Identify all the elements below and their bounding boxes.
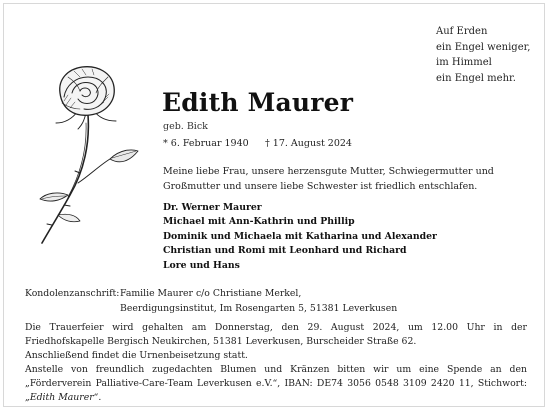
donation-keyword: „Edith Maurer“. <box>25 392 102 403</box>
ceremony-info <box>25 321 527 405</box>
donation-body: Anstelle von freundlich zugedachten Blumen und Kränzen bitten wir um eine Spende an den „Förderverein Palliative-Care-Team Leverkusen e.V.“, IBAN: DE74 3056 0548 3109 2420 11, Stichwort: <box>25 364 527 389</box>
funeral-text: Die Trauerfeier wird gehalten am Donnerstag, den 29. August 2024, um 12.00 Uhr in der Friedhofskapelle Bergisch Neukirchen, 51381 Leverkusen, Burscheider Straße 62. <box>25 322 527 347</box>
mourner: Dr. Werner Maurer <box>163 202 262 213</box>
mourner: Michael mit Ann-Kathrin und Phillip <box>163 216 355 228</box>
poem <box>436 24 530 86</box>
poem-line: im Himmel <box>436 57 492 68</box>
condolence-line: Familie Maurer c/o Christiane Merkel, <box>120 288 302 299</box>
rose-illustration <box>28 63 143 245</box>
poem-line: Auf Erden <box>436 26 488 37</box>
condolence-line: Beerdigungsinstitut, Im Rosengarten 5, 51381 Leverkusen <box>120 303 398 314</box>
life-dates <box>163 138 352 149</box>
deceased-name: Edith Maurer <box>162 88 354 117</box>
birth-name: geb. Bick <box>163 121 208 132</box>
poem-line: ein Engel mehr. <box>436 72 516 84</box>
mourner: Lore und Hans <box>163 259 240 271</box>
donation-text <box>25 363 527 405</box>
birth-date: * 6. Februar 1940 <box>163 138 249 149</box>
mourner: Christian und Romi mit Leonhard und Richard <box>163 245 407 257</box>
poem-line: ein Engel weniger, <box>436 41 531 53</box>
mourner: Dominik und Michaela mit Katharina und Alexander <box>163 230 437 242</box>
condolence-lines <box>120 286 397 316</box>
condolence-label: Kondolenzanschrift: <box>25 288 120 299</box>
burial-text: Anschließend findet die Urnenbeisetzung statt. <box>25 350 248 361</box>
intro-text: Meine liebe Frau, unsere herzensgute Mutter, Schwiegermutter und Großmutter und unsere liebe Schwester ist friedlich entschlafen. <box>163 166 494 192</box>
mourners-list <box>163 201 437 273</box>
death-date: † 17. August 2024 <box>265 138 352 149</box>
